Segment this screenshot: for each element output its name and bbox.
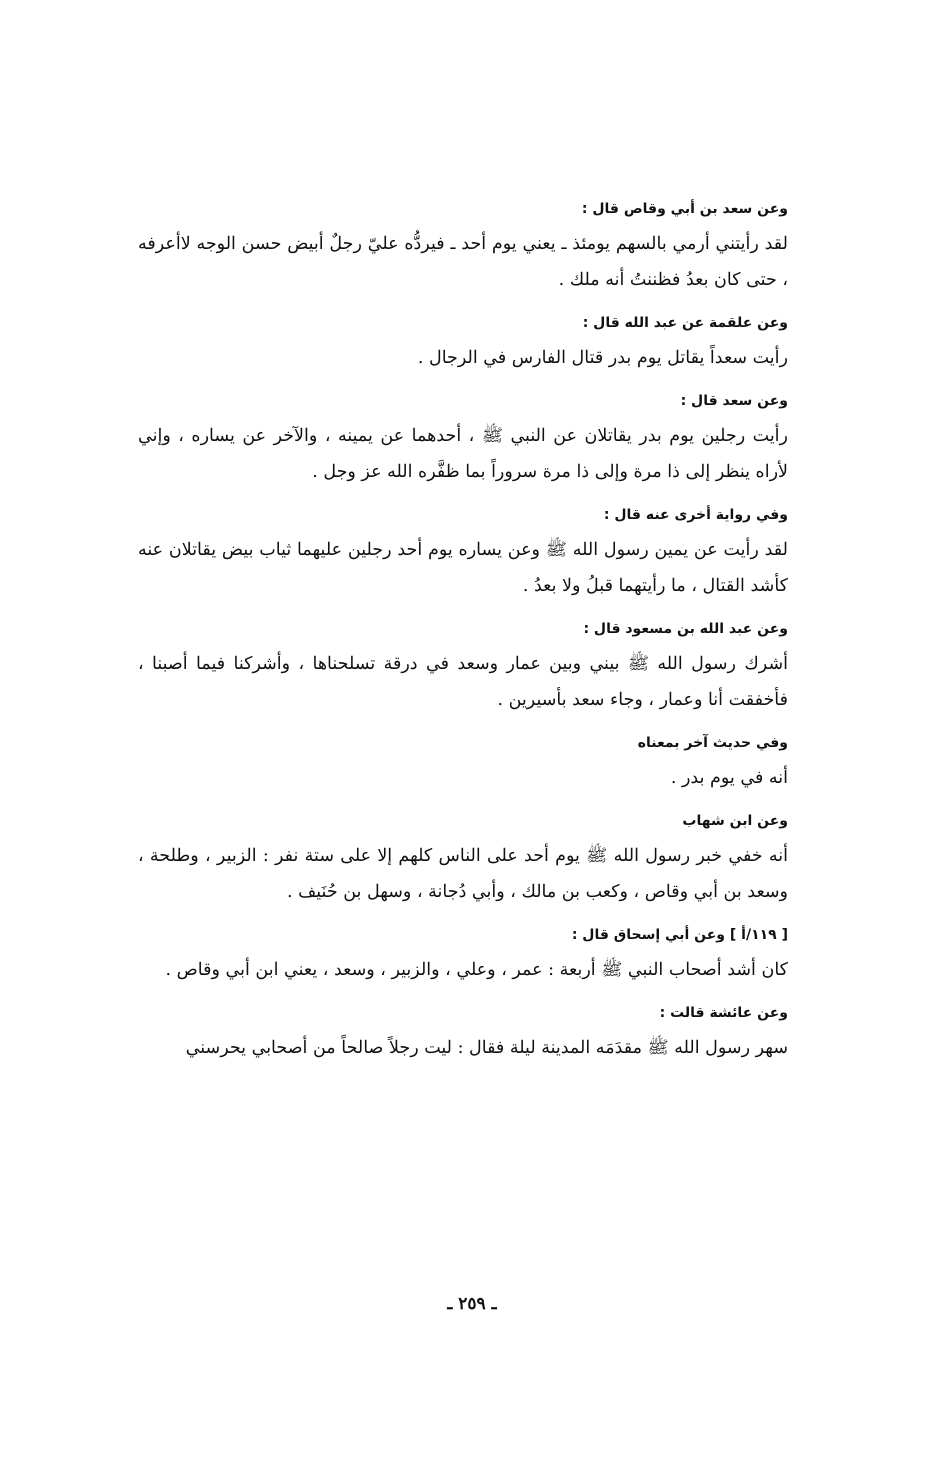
narration-text: رأيت سعداً يقاتل يوم بدر قتال الفارس في الرجال . [417,348,788,368]
narration-text: أنه خفي خبر رسول الله ﷺ يوم أحد على الناس كلهم إلا على ستة نفر : الزبير ، وطلحة ، وسعد بن أبي وقاص ، وكعب بن مالك ، وأبي دُجانة ، وسهل بن حُنَيف . [138,846,788,902]
hadith-block [138,390,788,490]
narration-heading: وعن ابن شهاب [682,813,788,829]
hadith-block [138,504,788,604]
narration-heading: وفي حديث آخر بمعناه [637,735,788,751]
hadith-block [138,312,788,376]
narration-heading: وعن علقمة عن عبد الله قال : [582,315,788,331]
narration-text: سهر رسول الله ﷺ مقدَمَه المدينة ليلة فقال : ليت رجلاً صالحاً من أصحابي يحرسني [185,1038,788,1058]
hadith-block [138,1002,788,1066]
narration-text: أشرك رسول الله ﷺ بيني وبين عمار وسعد في درقة تسلحناها ، وأشركنا فيما أصبنا ، فأخفقت أنا وعمار ، وجاء سعد بأسيرين . [138,654,788,710]
narration-text: لقد رأيت عن يمين رسول الله ﷺ وعن يساره يوم أحد رجلين عليهما ثياب بيض يقاتلان عنه كأشد القتال ، ما رأيتهما قبلُ ولا بعدُ . [138,540,788,596]
narration-heading: [ ١١٩/أ ] وعن أبي إسحاق قال : [571,927,788,943]
narration-heading: وعن سعد قال : [680,393,788,409]
narration-heading: وفي رواية أخرى عنه قال : [603,507,788,523]
narration-text: لقد رأيتني أرمي بالسهم يومئذ ـ يعني يوم أحد ـ فيردُّه عليّ رجلٌ أبيض حسن الوجه لاأعرفه ، حتى كان بعدُ فظننتُ أنه ملك . [138,234,788,290]
narration-heading: وعن عائشة قالت : [659,1005,788,1021]
hadith-block [138,732,788,796]
narration-heading: وعن سعد بن أبي وقاص قال : [581,201,788,217]
hadith-block [138,924,788,988]
narration-text: رأيت رجلين يوم بدر يقاتلان عن النبي ﷺ ، أحدهما عن يمينه ، والآخر عن يساره ، وإني لأراه ينظر إلى ذا مرة وإلى ذا مرة سروراً بما ظفَّره الله عز وجل . [138,426,788,482]
narration-text: كان أشد أصحاب النبي ﷺ أربعة : عمر ، وعلي ، والزبير ، وسعد ، يعني ابن أبي وقاص . [165,960,788,980]
narration-heading: وعن عبد الله بن مسعود قال : [583,621,788,637]
page-number: ـ ٢٥٩ ـ [447,1294,497,1314]
narration-text: أنه في يوم بدر . [670,768,788,788]
text-column [138,198,788,1066]
hadith-block [138,198,788,298]
hadith-block [138,618,788,718]
hadith-block [138,810,788,910]
